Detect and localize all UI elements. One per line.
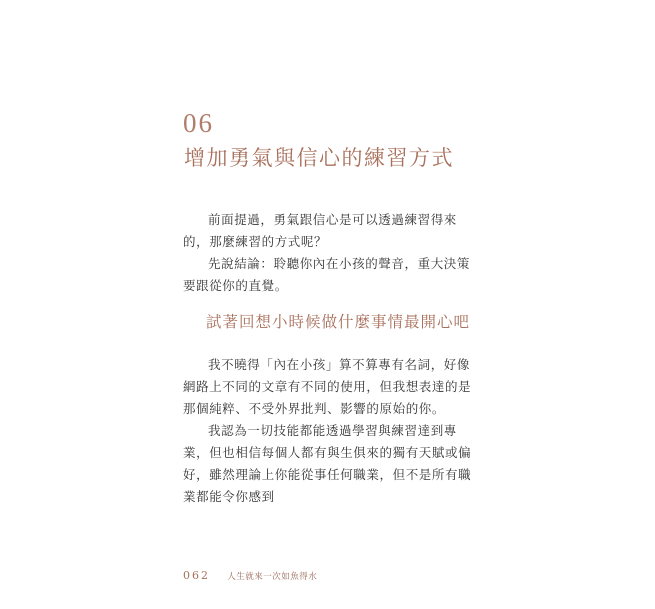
paragraph-1	[183, 209, 473, 253]
page-number: 062	[183, 569, 210, 582]
paragraph-1-text: 前面提過，勇氣跟信心是可以透過練習得來的，那麼練習的方式呢？	[183, 212, 457, 249]
chapter-number: 06	[183, 108, 214, 138]
paragraph-4-text: 我認為一切技能都能透過學習與練習達到專業，但也相信每個人都有與生俱來的獨有天賦或偏好，雖然理論上你能從事任何職業，但不是所有職業都能令你感到	[183, 423, 472, 504]
chapter-title: 增加勇氣與信心的練習方式	[184, 146, 454, 170]
page-footer	[183, 570, 317, 582]
paragraph-3-text: 我不曉得「內在小孩」算不算專有名詞，好像網路上不同的文章有不同的使用，但我想表達的是那個純粹、不受外界批判、影響的原始的你。	[183, 357, 472, 416]
paragraph-3	[183, 354, 473, 420]
running-book-title: 人生就來一次如魚得水	[227, 572, 318, 582]
paragraph-2	[183, 253, 473, 297]
section-heading: 試著回想小時候做什麼事情最開心吧	[206, 313, 471, 331]
paragraph-4	[183, 420, 473, 508]
paragraph-2-text: 先說結論：聆聽你內在小孩的聲音，重大決策要跟從你的直覺。	[183, 256, 471, 293]
